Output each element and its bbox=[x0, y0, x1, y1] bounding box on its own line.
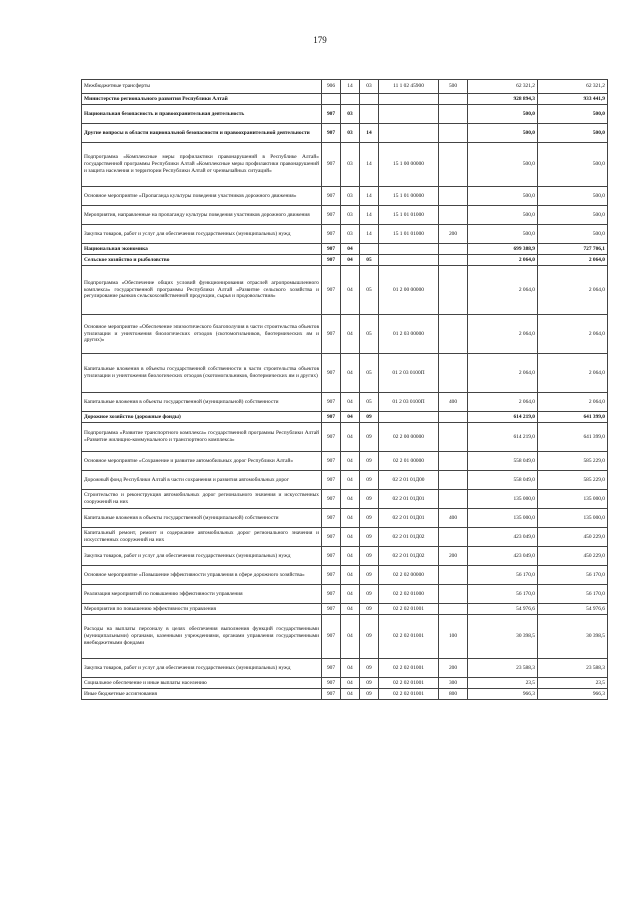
row-amount-year1-cell: 2 064,0 bbox=[468, 315, 538, 354]
row-target-article-cell: 02 2 01 01Д00 bbox=[379, 471, 439, 490]
row-target-article-cell bbox=[379, 412, 439, 423]
row-amount-year2-cell: 500,0 bbox=[538, 124, 608, 143]
row-ved-cell: 907 bbox=[322, 452, 341, 471]
row-expense-type-cell bbox=[439, 244, 468, 255]
row-amount-year2-cell: 56 170,0 bbox=[538, 585, 608, 604]
row-section-cell: 04 bbox=[341, 566, 360, 585]
row-name-cell: Закупка товаров, работ и услуг для обеспечения государственных (муниципальных) нужд bbox=[82, 225, 322, 244]
row-subsection-cell bbox=[360, 244, 379, 255]
row-amount-year2-cell: 2 064,0 bbox=[538, 315, 608, 354]
table-row bbox=[82, 566, 608, 585]
row-subsection-cell: 09 bbox=[360, 615, 379, 659]
row-amount-year2-cell: 500,0 bbox=[538, 143, 608, 187]
table-row bbox=[82, 471, 608, 490]
row-expense-type-cell: 200 bbox=[439, 547, 468, 566]
row-ved-cell: 907 bbox=[322, 471, 341, 490]
table-body bbox=[82, 80, 608, 700]
row-ved-cell: 907 bbox=[322, 528, 341, 547]
row-amount-year2-cell: 62 321,2 bbox=[538, 80, 608, 94]
row-expense-type-cell bbox=[439, 354, 468, 393]
row-name-cell: Реализация мероприятий по повышению эффективности управления bbox=[82, 585, 322, 604]
row-amount-year1-cell: 558 049,0 bbox=[468, 471, 538, 490]
row-amount-year1-cell: 135 000,0 bbox=[468, 509, 538, 528]
row-ved-cell: 907 bbox=[322, 244, 341, 255]
row-amount-year2-cell: 30 398,5 bbox=[538, 615, 608, 659]
row-section-cell: 03 bbox=[341, 206, 360, 225]
row-expense-type-cell: 400 bbox=[439, 509, 468, 528]
row-expense-type-cell bbox=[439, 471, 468, 490]
row-target-article-cell bbox=[379, 124, 439, 143]
row-amount-year2-cell: 450 229,0 bbox=[538, 528, 608, 547]
row-subsection-cell: 14 bbox=[360, 206, 379, 225]
row-section-cell: 03 bbox=[341, 143, 360, 187]
row-target-article-cell: 15 1 01 00000 bbox=[379, 187, 439, 206]
table-row bbox=[82, 604, 608, 615]
row-expense-type-cell bbox=[439, 315, 468, 354]
row-name-cell: Расходы на выплаты персоналу в целях обеспечения выполнения функций государственными (муниципальными) органами, казенными учреждениями, органами управления государственными внебюджетными фондами bbox=[82, 615, 322, 659]
row-expense-type-cell: 200 bbox=[439, 659, 468, 678]
row-amount-year2-cell: 500,0 bbox=[538, 206, 608, 225]
row-ved-cell: 906 bbox=[322, 80, 341, 94]
row-amount-year1-cell: 614 219,0 bbox=[468, 423, 538, 452]
row-amount-year2-cell: 933 441,9 bbox=[538, 94, 608, 105]
row-amount-year2-cell: 2 064,0 bbox=[538, 354, 608, 393]
row-amount-year2-cell: 23,5 bbox=[538, 678, 608, 689]
row-name-cell: Национальная безопасность и правоохранительная деятельность bbox=[82, 105, 322, 124]
row-target-article-cell: 01 2 03 0100П bbox=[379, 354, 439, 393]
table-row bbox=[82, 225, 608, 244]
row-subsection-cell: 09 bbox=[360, 423, 379, 452]
row-target-article-cell: 02 2 02 01001 bbox=[379, 689, 439, 700]
row-amount-year2-cell: 641 399,0 bbox=[538, 412, 608, 423]
table-row bbox=[82, 528, 608, 547]
row-amount-year1-cell: 423 049,0 bbox=[468, 547, 538, 566]
row-section-cell: 04 bbox=[341, 659, 360, 678]
row-name-cell: Министерство регионального развития Республики Алтай bbox=[82, 94, 322, 105]
row-name-cell: Национальная экономика bbox=[82, 244, 322, 255]
table-row bbox=[82, 393, 608, 412]
row-amount-year2-cell: 966,3 bbox=[538, 689, 608, 700]
row-subsection-cell: 03 bbox=[360, 80, 379, 94]
row-amount-year1-cell: 500,0 bbox=[468, 105, 538, 124]
row-name-cell: Закупка товаров, работ и услуг для обеспечения государственных (муниципальных) нужд bbox=[82, 547, 322, 566]
row-amount-year2-cell: 727 706,1 bbox=[538, 244, 608, 255]
row-target-article-cell: 02 2 00 00000 bbox=[379, 423, 439, 452]
row-section-cell: 03 bbox=[341, 124, 360, 143]
table-row bbox=[82, 244, 608, 255]
row-subsection-cell: 09 bbox=[360, 689, 379, 700]
row-amount-year2-cell: 2 064,0 bbox=[538, 393, 608, 412]
row-expense-type-cell: 500 bbox=[439, 80, 468, 94]
row-ved-cell: 907 bbox=[322, 105, 341, 124]
row-subsection-cell: 09 bbox=[360, 509, 379, 528]
row-amount-year1-cell: 500,0 bbox=[468, 187, 538, 206]
row-subsection-cell: 14 bbox=[360, 187, 379, 206]
row-amount-year1-cell: 423 049,0 bbox=[468, 528, 538, 547]
row-name-cell: Дорожный фонд Республики Алтай в части сохранения и развития автомобильных дорог bbox=[82, 471, 322, 490]
row-subsection-cell: 09 bbox=[360, 604, 379, 615]
row-target-article-cell: 02 2 01 01Д02 bbox=[379, 528, 439, 547]
row-target-article-cell: 02 2 01 01Д01 bbox=[379, 490, 439, 509]
row-subsection-cell: 14 bbox=[360, 225, 379, 244]
row-name-cell: Основное мероприятие «Сохранение и развитие автомобильных дорог Республики Алтай» bbox=[82, 452, 322, 471]
table-row bbox=[82, 315, 608, 354]
row-ved-cell: 907 bbox=[322, 225, 341, 244]
table-row bbox=[82, 412, 608, 423]
row-amount-year1-cell: 56 170,0 bbox=[468, 585, 538, 604]
row-amount-year1-cell: 558 049,0 bbox=[468, 452, 538, 471]
row-amount-year1-cell: 54 976,6 bbox=[468, 604, 538, 615]
row-subsection-cell: 05 bbox=[360, 315, 379, 354]
row-subsection-cell: 09 bbox=[360, 528, 379, 547]
table-row bbox=[82, 124, 608, 143]
row-ved-cell: 907 bbox=[322, 423, 341, 452]
row-subsection-cell: 09 bbox=[360, 659, 379, 678]
row-expense-type-cell bbox=[439, 490, 468, 509]
row-name-cell: Закупка товаров, работ и услуг для обеспечения государственных (муниципальных) нужд bbox=[82, 659, 322, 678]
row-section-cell: 04 bbox=[341, 689, 360, 700]
row-name-cell: Основное мероприятие «Обеспечение эпизоотического благополучия в части строительства объектов утилизации и уничтожения биологических отходов (скотомогильников, биотермических ям и других)» bbox=[82, 315, 322, 354]
row-section-cell: 04 bbox=[341, 604, 360, 615]
row-amount-year1-cell: 56 170,0 bbox=[468, 566, 538, 585]
row-expense-type-cell bbox=[439, 105, 468, 124]
row-section-cell: 04 bbox=[341, 615, 360, 659]
row-ved-cell bbox=[322, 94, 341, 105]
row-ved-cell: 907 bbox=[322, 615, 341, 659]
row-ved-cell: 907 bbox=[322, 566, 341, 585]
row-target-article-cell: 02 2 02 01001 bbox=[379, 678, 439, 689]
row-ved-cell: 907 bbox=[322, 393, 341, 412]
row-section-cell: 04 bbox=[341, 678, 360, 689]
row-section-cell: 03 bbox=[341, 105, 360, 124]
row-ved-cell: 907 bbox=[322, 255, 341, 266]
row-subsection-cell: 09 bbox=[360, 452, 379, 471]
row-name-cell: Подпрограмма «Развитие транспортного комплекса» государственной программы Республики Алтай «Развитие жилищно-коммунального и транспортного комплекса» bbox=[82, 423, 322, 452]
row-section-cell: 04 bbox=[341, 412, 360, 423]
row-amount-year1-cell: 62 321,2 bbox=[468, 80, 538, 94]
row-expense-type-cell bbox=[439, 566, 468, 585]
row-section-cell: 04 bbox=[341, 490, 360, 509]
table-row bbox=[82, 80, 608, 94]
row-name-cell: Основное мероприятие «Пропаганда культуры поведения участников дорожного движения» bbox=[82, 187, 322, 206]
row-ved-cell: 907 bbox=[322, 547, 341, 566]
row-amount-year1-cell: 928 894,3 bbox=[468, 94, 538, 105]
row-target-article-cell: 15 1 00 00000 bbox=[379, 143, 439, 187]
row-amount-year2-cell: 54 976,6 bbox=[538, 604, 608, 615]
table-row bbox=[82, 689, 608, 700]
row-subsection-cell bbox=[360, 94, 379, 105]
row-ved-cell: 907 bbox=[322, 124, 341, 143]
row-expense-type-cell bbox=[439, 604, 468, 615]
row-subsection-cell: 09 bbox=[360, 585, 379, 604]
row-name-cell: Мероприятия, направленные на пропаганду культуры поведения участников дорожного движения bbox=[82, 206, 322, 225]
row-amount-year2-cell: 2 064,0 bbox=[538, 255, 608, 266]
row-target-article-cell: 02 2 02 00000 bbox=[379, 566, 439, 585]
row-amount-year2-cell: 500,0 bbox=[538, 187, 608, 206]
row-amount-year2-cell: 500,0 bbox=[538, 225, 608, 244]
row-subsection-cell: 05 bbox=[360, 266, 379, 315]
row-name-cell: Основное мероприятие «Повышение эффективности управления в сфере дорожного хозяйства» bbox=[82, 566, 322, 585]
row-ved-cell: 907 bbox=[322, 509, 341, 528]
table-row bbox=[82, 678, 608, 689]
row-ved-cell: 907 bbox=[322, 206, 341, 225]
row-section-cell: 04 bbox=[341, 244, 360, 255]
table-row bbox=[82, 452, 608, 471]
row-subsection-cell: 09 bbox=[360, 471, 379, 490]
table-row bbox=[82, 585, 608, 604]
row-amount-year1-cell: 500,0 bbox=[468, 206, 538, 225]
row-section-cell: 04 bbox=[341, 315, 360, 354]
row-target-article-cell: 02 2 02 01001 bbox=[379, 659, 439, 678]
row-amount-year2-cell: 23 588,3 bbox=[538, 659, 608, 678]
table-row bbox=[82, 615, 608, 659]
row-expense-type-cell bbox=[439, 528, 468, 547]
row-section-cell: 04 bbox=[341, 547, 360, 566]
row-subsection-cell: 05 bbox=[360, 255, 379, 266]
row-section-cell bbox=[341, 94, 360, 105]
row-ved-cell: 907 bbox=[322, 315, 341, 354]
row-name-cell: Подпрограмма «Комплексные меры профилактики правонарушений в Республике Алтай» государственной программы Республики Алтай «Комплексные меры профилактики правонарушений и защита населения и территории Республики Алтай от чрезвычайных ситуаций» bbox=[82, 143, 322, 187]
row-expense-type-cell: 400 bbox=[439, 393, 468, 412]
row-subsection-cell bbox=[360, 105, 379, 124]
row-ved-cell: 907 bbox=[322, 490, 341, 509]
table-row bbox=[82, 206, 608, 225]
row-target-article-cell bbox=[379, 105, 439, 124]
row-ved-cell: 907 bbox=[322, 689, 341, 700]
table-row bbox=[82, 423, 608, 452]
row-section-cell: 04 bbox=[341, 255, 360, 266]
table-row bbox=[82, 354, 608, 393]
row-expense-type-cell bbox=[439, 143, 468, 187]
row-name-cell: Капитальные вложения в объекты государственной собственности в части строительства объектов утилизации и уничтожения биологических отходов (скотомогильников, биотермических ям и других) bbox=[82, 354, 322, 393]
page-number: 179 bbox=[313, 35, 327, 45]
row-target-article-cell: 02 2 01 01Д02 bbox=[379, 547, 439, 566]
row-expense-type-cell bbox=[439, 187, 468, 206]
row-amount-year1-cell: 699 388,9 bbox=[468, 244, 538, 255]
row-expense-type-cell: 100 bbox=[439, 615, 468, 659]
table-row bbox=[82, 509, 608, 528]
row-expense-type-cell bbox=[439, 585, 468, 604]
row-target-article-cell: 02 2 02 01000 bbox=[379, 585, 439, 604]
row-name-cell: Социальное обеспечение и иные выплаты населению bbox=[82, 678, 322, 689]
row-section-cell: 04 bbox=[341, 423, 360, 452]
row-subsection-cell: 14 bbox=[360, 143, 379, 187]
row-expense-type-cell bbox=[439, 94, 468, 105]
row-amount-year2-cell: 450 229,0 bbox=[538, 547, 608, 566]
row-expense-type-cell bbox=[439, 124, 468, 143]
table-row bbox=[82, 490, 608, 509]
row-amount-year2-cell: 135 000,0 bbox=[538, 509, 608, 528]
table-row bbox=[82, 105, 608, 124]
row-name-cell: Дорожное хозяйство (дорожные фонды) bbox=[82, 412, 322, 423]
row-expense-type-cell bbox=[439, 255, 468, 266]
row-target-article-cell bbox=[379, 244, 439, 255]
row-ved-cell: 907 bbox=[322, 412, 341, 423]
row-amount-year2-cell: 641 399,0 bbox=[538, 423, 608, 452]
row-section-cell: 04 bbox=[341, 585, 360, 604]
row-amount-year1-cell: 500,0 bbox=[468, 143, 538, 187]
row-ved-cell: 907 bbox=[322, 187, 341, 206]
row-name-cell: Капитальный ремонт, ремонт и содержание автомобильных дорог регионального значения и искусственных сооружений на них bbox=[82, 528, 322, 547]
row-amount-year2-cell: 56 170,0 bbox=[538, 566, 608, 585]
row-target-article-cell: 02 2 02 01001 bbox=[379, 604, 439, 615]
row-amount-year2-cell: 500,0 bbox=[538, 105, 608, 124]
row-amount-year2-cell: 2 064,0 bbox=[538, 266, 608, 315]
row-subsection-cell: 09 bbox=[360, 547, 379, 566]
row-amount-year1-cell: 500,0 bbox=[468, 124, 538, 143]
row-target-article-cell: 11 1 02 45900 bbox=[379, 80, 439, 94]
row-section-cell: 03 bbox=[341, 225, 360, 244]
row-target-article-cell bbox=[379, 255, 439, 266]
row-section-cell: 04 bbox=[341, 354, 360, 393]
row-name-cell: Строительство и реконструкция автомобильных дорог регионального значения и искусственных сооружений на них bbox=[82, 490, 322, 509]
row-amount-year1-cell: 2 064,0 bbox=[468, 266, 538, 315]
row-amount-year1-cell: 966,3 bbox=[468, 689, 538, 700]
row-name-cell: Сельское хозяйство и рыболовство bbox=[82, 255, 322, 266]
row-name-cell: Иные бюджетные ассигнования bbox=[82, 689, 322, 700]
row-section-cell: 03 bbox=[341, 187, 360, 206]
row-expense-type-cell bbox=[439, 452, 468, 471]
row-expense-type-cell bbox=[439, 412, 468, 423]
row-expense-type-cell bbox=[439, 266, 468, 315]
row-target-article-cell: 02 2 02 01001 bbox=[379, 615, 439, 659]
table-row bbox=[82, 547, 608, 566]
row-target-article-cell: 15 1 01 01000 bbox=[379, 206, 439, 225]
row-section-cell: 04 bbox=[341, 266, 360, 315]
row-subsection-cell: 05 bbox=[360, 393, 379, 412]
row-ved-cell: 907 bbox=[322, 604, 341, 615]
row-target-article-cell bbox=[379, 94, 439, 105]
row-amount-year2-cell: 135 000,0 bbox=[538, 490, 608, 509]
row-amount-year2-cell: 585 229,0 bbox=[538, 452, 608, 471]
row-subsection-cell: 14 bbox=[360, 124, 379, 143]
row-amount-year1-cell: 500,0 bbox=[468, 225, 538, 244]
row-name-cell: Мероприятия по повышению эффективности управления bbox=[82, 604, 322, 615]
budget-table bbox=[81, 79, 608, 700]
row-target-article-cell: 01 2 03 00000 bbox=[379, 315, 439, 354]
row-expense-type-cell: 300 bbox=[439, 678, 468, 689]
table-row bbox=[82, 659, 608, 678]
row-target-article-cell: 02 2 01 01Д01 bbox=[379, 509, 439, 528]
row-expense-type-cell bbox=[439, 423, 468, 452]
row-subsection-cell: 09 bbox=[360, 490, 379, 509]
row-subsection-cell: 09 bbox=[360, 566, 379, 585]
row-section-cell: 04 bbox=[341, 528, 360, 547]
row-amount-year1-cell: 2 064,0 bbox=[468, 393, 538, 412]
row-ved-cell: 907 bbox=[322, 585, 341, 604]
row-amount-year1-cell: 2 064,0 bbox=[468, 255, 538, 266]
row-amount-year1-cell: 23 588,3 bbox=[468, 659, 538, 678]
row-section-cell: 14 bbox=[341, 80, 360, 94]
row-amount-year1-cell: 135 000,0 bbox=[468, 490, 538, 509]
row-target-article-cell: 01 2 00 00000 bbox=[379, 266, 439, 315]
row-name-cell: Капитальные вложения в объекты государственной (муниципальной) собственности bbox=[82, 509, 322, 528]
row-amount-year1-cell: 614 219,0 bbox=[468, 412, 538, 423]
row-ved-cell: 907 bbox=[322, 659, 341, 678]
row-amount-year2-cell: 585 229,0 bbox=[538, 471, 608, 490]
row-target-article-cell: 15 1 01 01000 bbox=[379, 225, 439, 244]
table-row bbox=[82, 94, 608, 105]
row-name-cell: Капитальные вложения в объекты государственной (муниципальной) собственности bbox=[82, 393, 322, 412]
row-ved-cell: 907 bbox=[322, 143, 341, 187]
row-amount-year1-cell: 2 064,0 bbox=[468, 354, 538, 393]
row-section-cell: 04 bbox=[341, 452, 360, 471]
row-section-cell: 04 bbox=[341, 471, 360, 490]
row-subsection-cell: 09 bbox=[360, 678, 379, 689]
row-section-cell: 04 bbox=[341, 509, 360, 528]
row-expense-type-cell bbox=[439, 206, 468, 225]
row-subsection-cell: 09 bbox=[360, 412, 379, 423]
table-row bbox=[82, 266, 608, 315]
row-expense-type-cell: 200 bbox=[439, 225, 468, 244]
row-subsection-cell: 05 bbox=[360, 354, 379, 393]
row-expense-type-cell: 800 bbox=[439, 689, 468, 700]
table-row bbox=[82, 255, 608, 266]
row-name-cell: Подпрограмма «Обеспечение общих условий функционирования отраслей агропромышленного комплекса» государственной программы Республики Алтай «Развитие сельского хозяйства и регулирование рынков сельскохозяйственной продукции, сырья и продовольствия» bbox=[82, 266, 322, 315]
row-amount-year1-cell: 23,5 bbox=[468, 678, 538, 689]
row-name-cell: Межбюджетные трансферты bbox=[82, 80, 322, 94]
row-target-article-cell: 02 2 01 00000 bbox=[379, 452, 439, 471]
row-section-cell: 04 bbox=[341, 393, 360, 412]
table-row bbox=[82, 143, 608, 187]
table-row bbox=[82, 187, 608, 206]
row-amount-year1-cell: 30 398,5 bbox=[468, 615, 538, 659]
row-target-article-cell: 01 2 03 0100П bbox=[379, 393, 439, 412]
row-ved-cell: 907 bbox=[322, 678, 341, 689]
row-ved-cell: 907 bbox=[322, 354, 341, 393]
row-ved-cell: 907 bbox=[322, 266, 341, 315]
row-name-cell: Другие вопросы в области национальной безопасности и правоохранительной деятельности bbox=[82, 124, 322, 143]
